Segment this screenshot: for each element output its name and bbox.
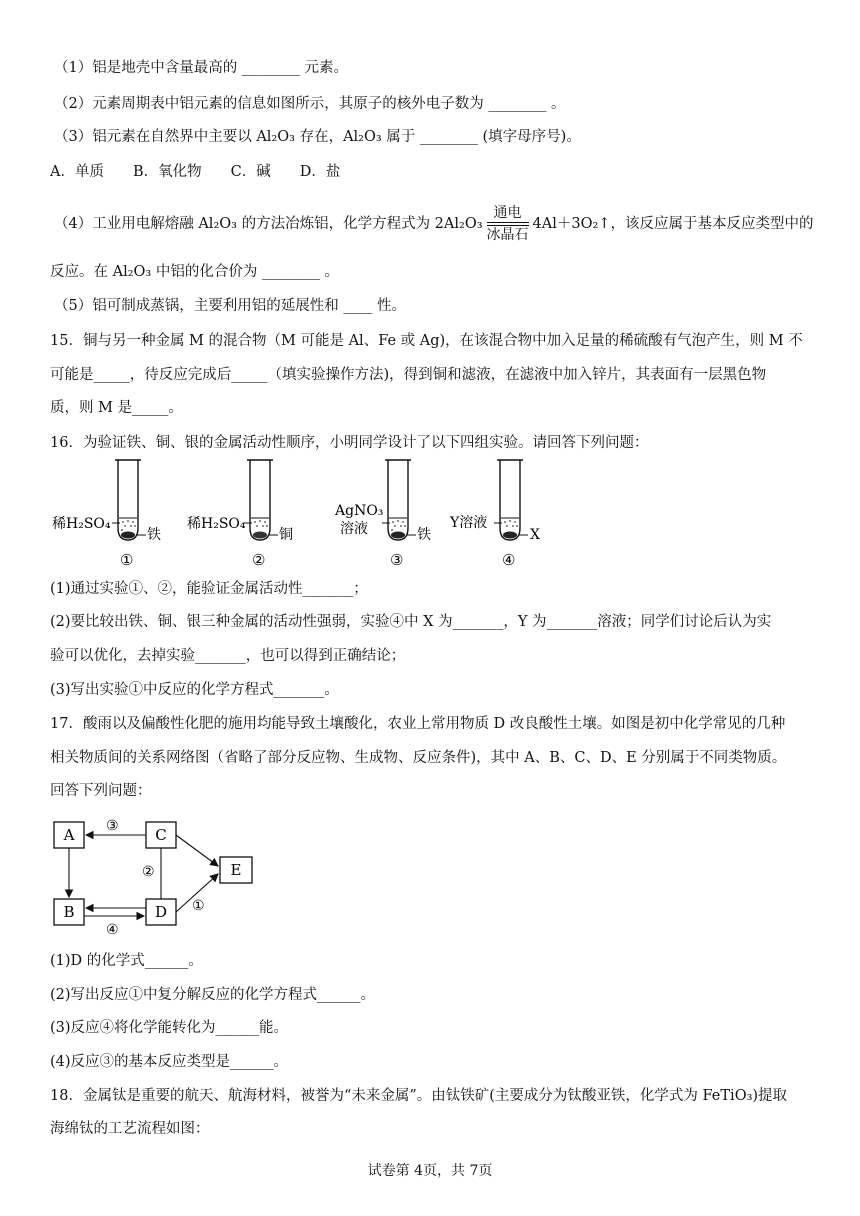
tube2-number: ②: [252, 551, 266, 569]
q16-sub3: (3)写出实验①中反应的化学方程式_______。: [50, 682, 339, 698]
metal-sample-icon: [503, 532, 517, 539]
q14-options: A．单质 B．氧化物 C．碱 D．盐: [50, 164, 341, 180]
q17-sub4: (4)反应③的基本反应类型是______。: [50, 1054, 289, 1070]
node-E-label: E: [230, 861, 242, 879]
relationship-network-diagram: [48, 812, 268, 937]
q15-line2: 可能是_____，待反应完成后_____（填实验操作方法)，得到铜和滤液，在滤液中加入锌片，其表面有一层黑色物: [50, 367, 767, 383]
label-reaction-4: ④: [106, 922, 119, 937]
metal-sample-icon: [121, 532, 135, 539]
q14-part3: （3）铝元素在自然界中主要以 Al₂O₃ 存在，Al₂O₃ 属于 ________ (填字母序号)。: [54, 129, 581, 145]
reaction-condition: [487, 205, 529, 243]
node-D-label: D: [154, 903, 168, 921]
q14-part5: （5）铝可制成蒸锅，主要利用铝的延展性和 ____ 性。: [54, 298, 406, 314]
page-footer: 试卷第 4页，共 7页: [367, 1163, 493, 1179]
metal-sample-icon: [391, 532, 405, 539]
tube1-number: ①: [120, 551, 134, 569]
test-tube-1: [52, 460, 161, 569]
tube3-number: ③: [390, 551, 404, 569]
test-tube-2: [187, 460, 293, 569]
q14-part4-line2: 反应。在 Al₂O₃ 中铝的化合价为 ________ 。: [50, 264, 340, 280]
q17-line1: 17．酸雨以及偏酸性化肥的施用均能导致土壤酸化，农业上常用物质 D 改良酸性土壤。如图是初中化学常见的几种: [50, 716, 786, 732]
q16-sub2-line1: (2)要比较出铁、铜、银三种金属的活动性强弱，实验④中 X 为_______，Y 为_______溶液；同学们讨论后认为实: [50, 614, 772, 630]
q16-sub2-line2: 验可以优化，去掉实验_______，也可以得到正确结论；: [50, 648, 406, 664]
q17-sub3: (3)反应④将化学能转化为______能。: [50, 1020, 289, 1036]
q17-line3: 回答下列问题：: [50, 783, 152, 799]
tube1-right-label: 铁: [147, 527, 161, 543]
tube2-left-label: 稀H₂SO₄: [187, 516, 246, 532]
metal-sample-icon: [253, 532, 267, 539]
equals-bar: [487, 222, 529, 226]
label-reaction-3: ③: [106, 818, 119, 834]
q14-part4-after: 4Al＋3O₂↑，该反应属于基本反应类型中的: [532, 216, 814, 232]
tube4-left-label: Y溶液: [450, 515, 488, 531]
q16-sub1: (1)通过实验①、②，能验证金属活动性_______；: [50, 581, 368, 597]
tube4-right-label: X: [530, 527, 540, 543]
tube2-right-label: 铜: [279, 527, 293, 543]
q18-line1: 18．金属钛是重要的航天、航海材料，被誉为“未来金属”。由钛铁矿(主要成分为钛酸亚铁，化学式为 FeTiO₃)提取: [50, 1088, 788, 1104]
condition-top: 通电: [493, 205, 522, 221]
node-C-label: C: [155, 826, 167, 844]
q14-part4: [54, 205, 813, 243]
label-reaction-1: ①: [192, 898, 205, 914]
node-A-label: A: [63, 826, 75, 844]
q14-part1: （1）铝是地壳中含量最高的 ________ 元素。: [54, 60, 348, 76]
q17-line2: 相关物质间的关系网络图（省略了部分反应物、生成物、反应条件)，其中 A、B、C、D、E 分别属于不同类物质。: [50, 750, 787, 766]
test-tube-figure: [40, 455, 560, 573]
q15-line1: 15．铜与另一种金属 M 的混合物（M 可能是 Al、Fe 或 Ag)，在该混合物中加入足量的稀硫酸有气泡产生，则 M 不: [50, 333, 803, 349]
q16-stem: 16．为验证铁、铜、银的金属活动性顺序，小明同学设计了以下四组实验。请回答下列问题：: [50, 435, 649, 451]
tube3-left-label: 溶液: [340, 521, 368, 537]
tube3-right-label: 铁: [417, 527, 431, 543]
tube1-left-label: 稀H₂SO₄: [52, 516, 111, 532]
node-B-label: B: [63, 903, 75, 921]
q14-part4-before: （4）工业用电解熔融 Al₂O₃ 的方法冶炼铝，化学方程式为 2Al₂O₃: [54, 216, 483, 232]
q17-sub1: (1)D 的化学式______。: [50, 953, 203, 969]
q15-line3: 质，则 M 是_____。: [50, 400, 183, 416]
q14-part2: （2）元素周期表中铝元素的信息如图所示，其原子的核外电子数为 ________ 。: [54, 96, 566, 112]
tube4-number: ④: [502, 551, 516, 569]
tube3-left-label-top: AgNO₃: [335, 503, 384, 519]
test-tube-3: [334, 460, 431, 569]
test-tube-4: [449, 460, 540, 569]
q17-sub2: (2)写出反应①中复分解反应的化学方程式______。: [50, 987, 376, 1003]
q18-line2: 海绵钛的工艺流程如图：: [50, 1121, 210, 1137]
arrow-C-to-E: [176, 835, 218, 866]
condition-bottom: 冰晶石: [486, 227, 529, 243]
label-reaction-2: ②: [142, 864, 155, 880]
